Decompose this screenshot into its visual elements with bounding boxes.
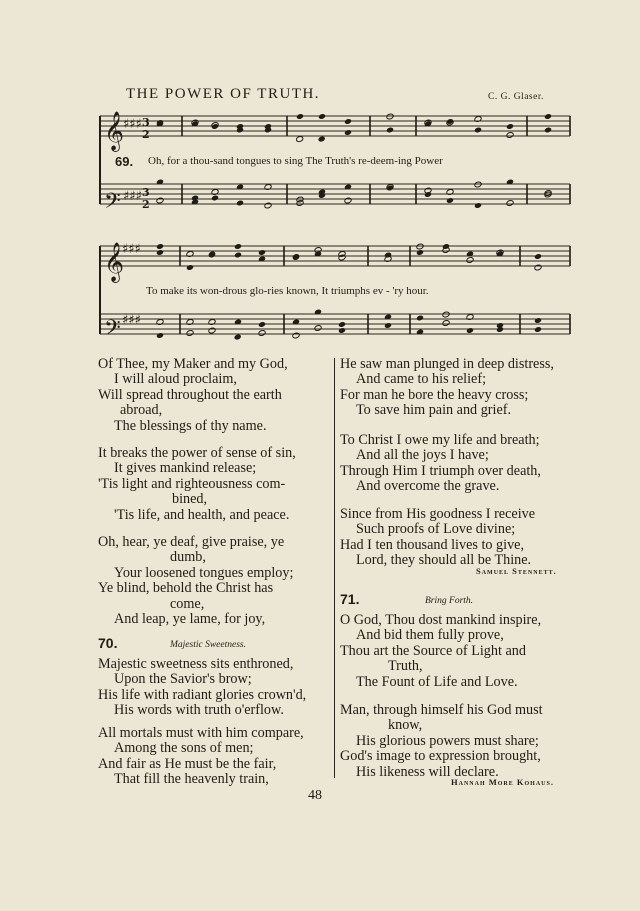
hymn70-stanza-4: To Christ I owe my life and breath; And all the joys I have; Through Him I triumph over death, And overcome the grave.: [340, 432, 541, 495]
sharp-icon: ♯♯♯: [123, 117, 142, 132]
note-head: [258, 321, 266, 328]
sharp-icon: ♯♯♯: [122, 313, 141, 328]
note-head: [442, 311, 450, 318]
note-head: [344, 197, 352, 204]
svg-text:2: 2: [142, 128, 150, 141]
note-head: [506, 200, 514, 207]
note-head: [156, 243, 164, 250]
svg-text:2: 2: [142, 198, 150, 211]
note-head: [296, 113, 304, 120]
note-head: [338, 327, 346, 334]
hymn70-stanza-2: All mortals must with him compare, Among the sons of men; And fair as He must be the fair, That fill the heavenly train,: [98, 725, 304, 788]
hymn70-title: Majestic Sweetness.: [170, 640, 246, 650]
note-head: [544, 127, 552, 134]
composer-credit: C. G. Glaser.: [488, 92, 544, 102]
svg-text:3: 3: [142, 186, 150, 199]
note-head: [534, 253, 542, 260]
note-head: [156, 249, 164, 256]
hymn71-stanza-2: Man, through himself his God must know, His glorious powers must share; God's image to expression brought, His likeness will declare.: [340, 702, 543, 780]
note-head: [506, 132, 514, 139]
note-head: [474, 181, 482, 188]
note-head: [386, 127, 394, 134]
note-head: [211, 195, 219, 202]
hymn70-stanza-3: He saw man plunged in deep distress, And came to his relief; For man he bore the heavy cross; To save him pain and grief.: [340, 356, 554, 419]
hymn70-stanza-5: Since from His goodness I receive Such proofs of Love divine; Had I ten thousand lives to give, Lord, they should all be Thine.: [340, 506, 536, 569]
note-head: [416, 243, 424, 250]
note-head: [506, 123, 514, 130]
note-head: [416, 315, 424, 322]
note-head: [258, 330, 266, 337]
hymn-number-70: 70.: [98, 635, 118, 651]
note-head: [344, 129, 352, 136]
page-number: 48: [308, 788, 322, 803]
hymn70-stanza-1: Majestic sweetness sits enthroned, Upon the Savior's brow; His life with radiant glories crown'd, His words with truth o'erflow.: [98, 656, 307, 719]
note-head: [258, 249, 266, 256]
note-head: [442, 320, 450, 327]
note-head: [534, 264, 542, 271]
note-head: [208, 327, 216, 334]
treble-clef-icon: 𝄞: [104, 242, 125, 282]
hymn69-stanza-2: Of Thee, my Maker and my God, I will aloud proclaim, Will spread throughout the earth abroad, The blessings of thy name.: [98, 356, 288, 434]
note-head: [344, 118, 352, 125]
note-head: [156, 332, 164, 339]
note-head: [386, 113, 394, 120]
note-head: [474, 202, 482, 209]
note-head: [236, 200, 244, 207]
hymn71-title: Bring Forth.: [425, 596, 474, 606]
note-head: [338, 321, 346, 328]
svg-text:3: 3: [142, 116, 150, 129]
note-head: [156, 197, 164, 204]
note-head: [292, 332, 300, 339]
note-head: [384, 322, 392, 329]
column-divider: [334, 358, 335, 778]
note-head: [234, 252, 242, 259]
note-head: [534, 317, 542, 324]
note-head: [318, 113, 326, 120]
music-score: [0, 0, 640, 360]
hymn-number-69: 69.: [115, 154, 134, 169]
note-head: [234, 243, 242, 250]
hymn-number-71: 71.: [340, 591, 360, 607]
treble-clef-icon: 𝄞: [104, 111, 125, 151]
bass-clef-icon: 𝄢: [104, 316, 121, 346]
hymn69-stanza-4: Oh, hear, ye deaf, give praise, ye dumb, Your loosened tongues employ; Ye blind, behold the Christ has come, And leap, ye lame, for joy,: [98, 534, 294, 627]
note-head: [544, 113, 552, 120]
note-head: [446, 197, 454, 204]
hymn70-author: Samuel Stennett.: [476, 566, 557, 576]
hymn-title: THE POWER OF TRUTH.: [126, 86, 321, 102]
note-head: [466, 257, 474, 264]
lyric-line-2: To make its won-drous glo-ries known, It triumphs ev - 'ry hour.: [146, 285, 429, 297]
note-head: [534, 326, 542, 333]
note-head: [314, 325, 322, 332]
sharp-icon: ♯♯♯: [123, 189, 142, 204]
lyric-line-1: Oh, for a thou-sand tongues to sing The Truth's re-deem-ing Power: [148, 155, 443, 167]
note-head: [264, 202, 272, 209]
note-head: [474, 127, 482, 134]
note-head: [186, 330, 194, 337]
hymn71-author: Hannah More Kohaus.: [451, 777, 554, 787]
hymn69-stanza-3: It breaks the power of sense of sin, It gives mankind release; 'Tis light and righteousness com- bined, 'Tis life, and health, and peace.: [98, 445, 296, 523]
sharp-icon: ♯♯♯: [122, 242, 141, 257]
note-head: [466, 327, 474, 334]
hymn71-stanza-1: O God, Thou dost mankind inspire, And bid them fully prove, Thou art the Source of Light and Truth, The Fount of Life and Love.: [340, 612, 542, 690]
note-head: [416, 249, 424, 256]
bass-clef-icon: 𝄢: [104, 189, 121, 219]
note-head: [318, 136, 326, 143]
note-head: [186, 264, 194, 271]
note-head: [296, 136, 304, 143]
note-head: [234, 334, 242, 341]
